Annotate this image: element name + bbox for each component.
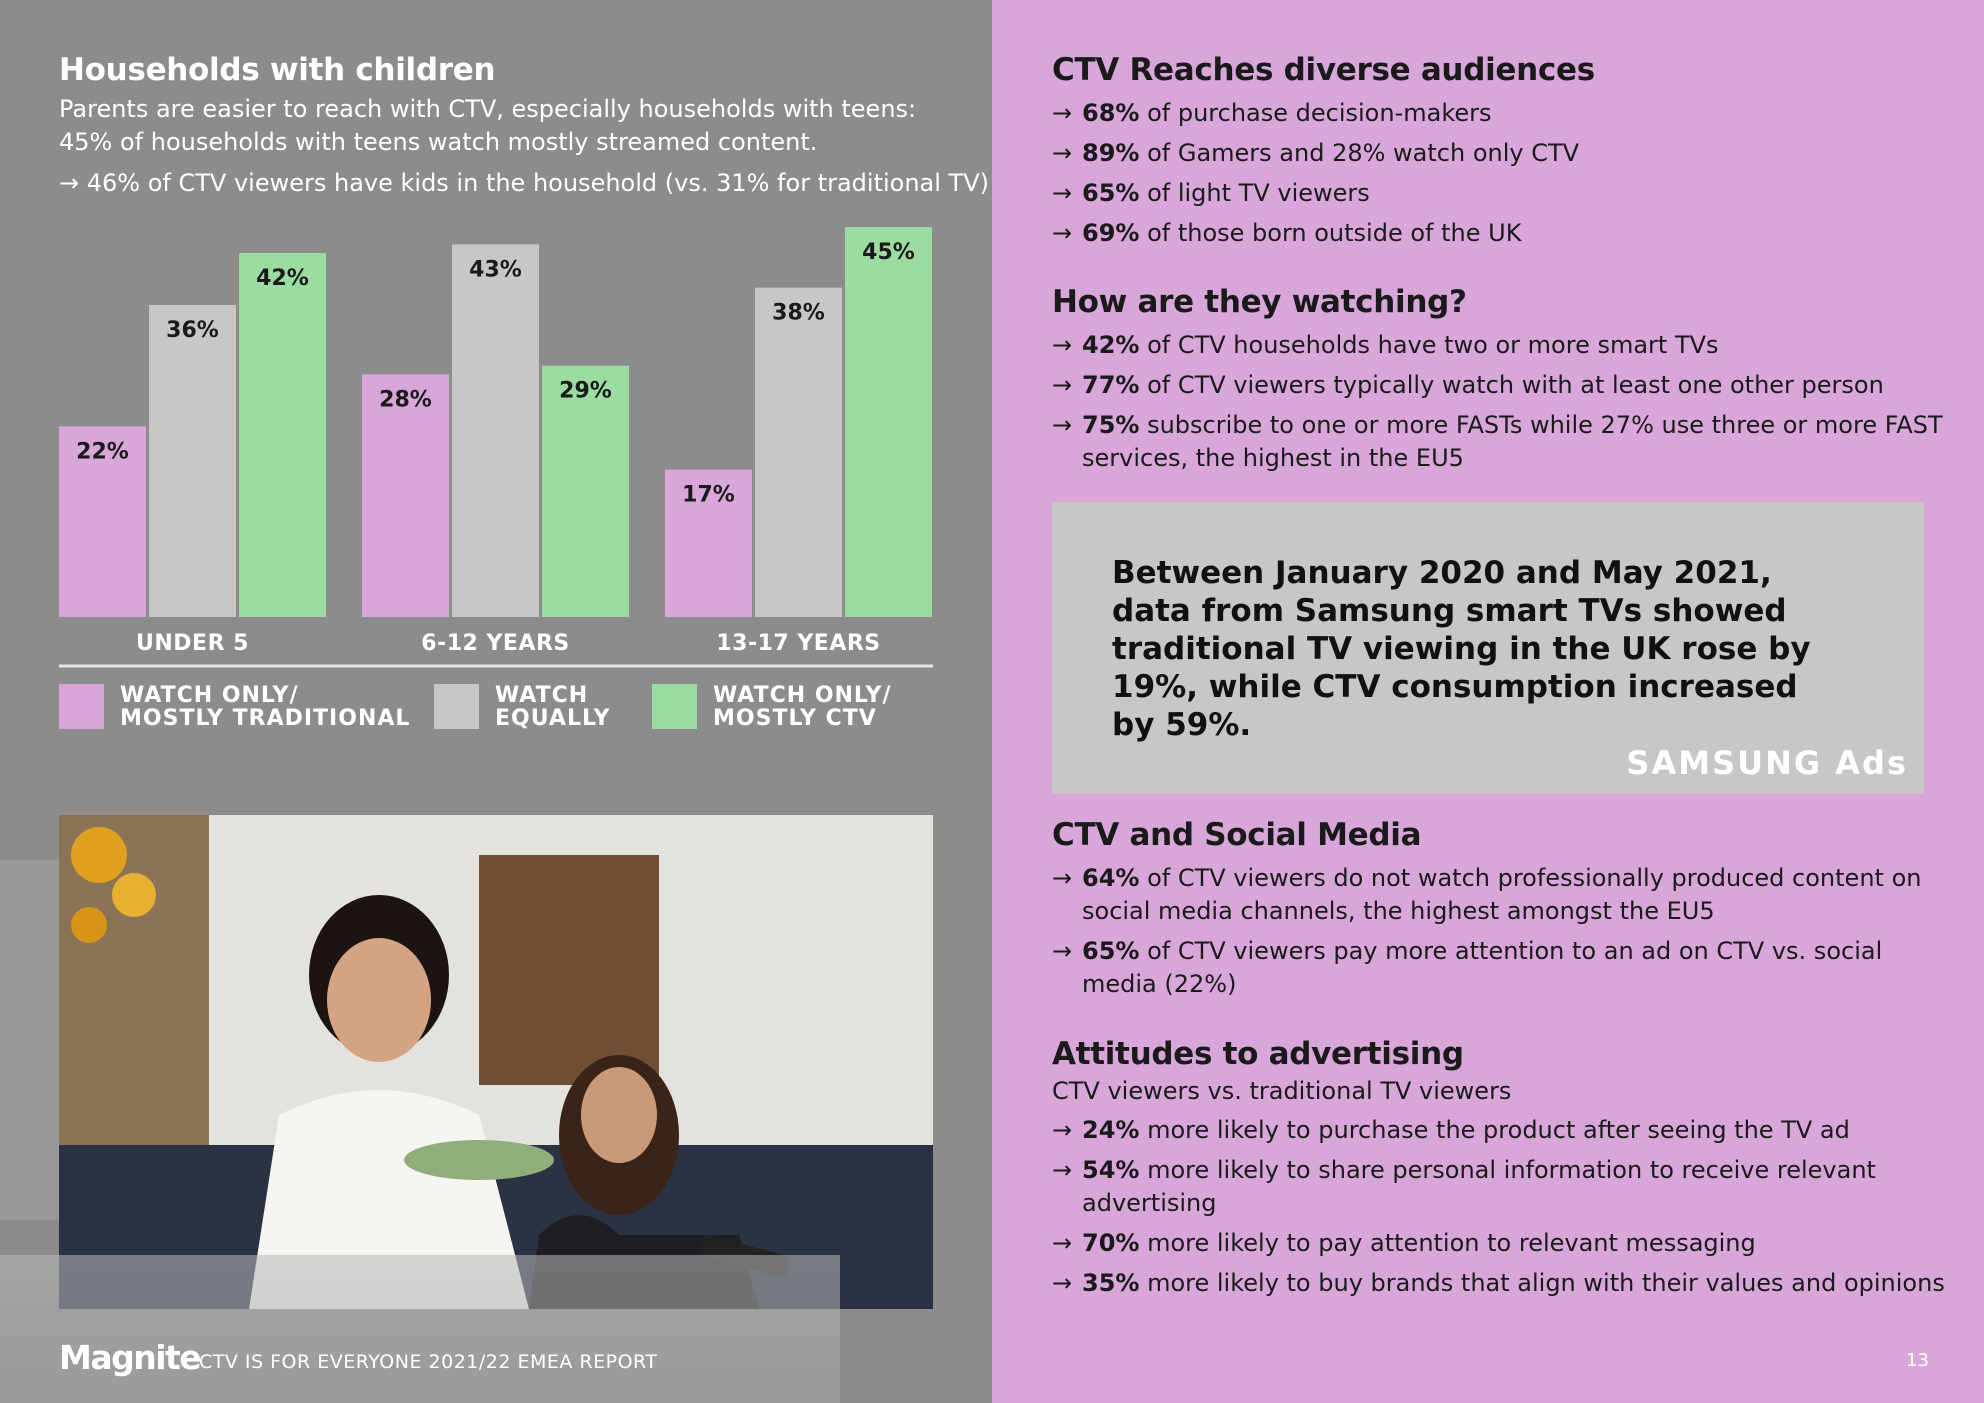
stat-text: of CTV viewers do not watch professionally produced content on social media channels, the highest amongst the EU5	[1082, 864, 1922, 925]
samsung-ads-logo: SAMSUNG Ads	[1626, 744, 1908, 782]
stat-text: of those born outside of the UK	[1139, 219, 1522, 247]
stat-value: 70%	[1082, 1229, 1140, 1257]
attitudes-list	[1052, 1114, 1962, 1307]
stat-value: 35%	[1082, 1269, 1140, 1297]
arrow-right-icon: →	[1052, 139, 1073, 167]
arrow-right-icon: →	[1052, 179, 1073, 207]
stat-value: 65%	[1082, 179, 1140, 207]
section-title-diverse-audiences: CTV Reaches diverse audiences	[1052, 52, 1595, 88]
bar-value-label: 36%	[166, 318, 219, 343]
category-label: 6-12 YEARS	[421, 631, 570, 656]
list-item	[1052, 1114, 1962, 1147]
stat-value: 75%	[1082, 411, 1140, 439]
stat-text: more likely to pay attention to relevant messaging	[1139, 1229, 1756, 1257]
legend-swatch-ctv	[652, 684, 697, 729]
bar-value-label: 38%	[772, 300, 825, 326]
arrow-right-icon: →	[1052, 1269, 1073, 1297]
list-item	[1052, 97, 1962, 130]
arrow-right-icon: →	[1052, 331, 1073, 359]
legend-item-traditional	[59, 684, 410, 730]
quote-text: Between January 2020 and May 2021, data from Samsung smart TVs showed traditional TV viewing in the UK rose by 19%, while CTV consumption increased by 59%.	[1112, 555, 1811, 743]
stat-value: 89%	[1082, 139, 1140, 167]
legend-swatch-equally	[434, 684, 479, 729]
social-media-list	[1052, 862, 1962, 1008]
legend-label-equally: WATCH EQUALLY	[495, 683, 611, 731]
bullet-text: 46% of CTV viewers have kids in the household (vs. 31% for traditional TV)	[86, 169, 989, 197]
bar-value-label: 28%	[379, 387, 432, 413]
stat-text: of purchase decision-makers	[1139, 99, 1492, 127]
stat-value: 64%	[1082, 864, 1140, 892]
section-title-social-media: CTV and Social Media	[1052, 817, 1422, 853]
page-number: 13	[1906, 1350, 1929, 1371]
bar	[452, 244, 539, 617]
stat-value: 68%	[1082, 99, 1140, 127]
stat-value: 54%	[1082, 1156, 1140, 1184]
arrow-right-icon: →	[59, 169, 80, 197]
stat-value: 77%	[1082, 371, 1140, 399]
legend-label-traditional: WATCH ONLY/ MOSTLY TRADITIONAL	[120, 683, 411, 731]
photo-illustration	[59, 815, 933, 1309]
list-item	[1052, 369, 1962, 402]
bar-value-label: 45%	[862, 240, 915, 265]
legend-item-ctv	[652, 684, 892, 730]
category-label: UNDER 5	[136, 631, 249, 656]
how-watching-list	[1052, 329, 1962, 482]
arrow-right-icon: →	[1052, 1156, 1073, 1184]
stat-text: of Gamers and 28% watch only CTV	[1139, 139, 1580, 167]
stat-text: more likely to purchase the product after seeing the TV ad	[1139, 1116, 1850, 1144]
households-bar-chart	[0, 0, 992, 700]
right-panel	[992, 0, 1984, 1403]
section-title-how-watching: How are they watching?	[1052, 284, 1467, 320]
brush-stroke-decoration-bottom	[0, 1255, 840, 1403]
stat-value: 24%	[1082, 1116, 1140, 1144]
legend-label-ctv: WATCH ONLY/ MOSTLY CTV	[713, 683, 892, 731]
bar-value-label: 17%	[682, 482, 735, 508]
list-item	[1052, 862, 1962, 928]
legend-item-equally	[434, 684, 611, 730]
arrow-right-icon: →	[1052, 99, 1073, 127]
stat-text: subscribe to one or more FASTs while 27% use three or more FAST services, the highest in the EU5	[1082, 411, 1943, 472]
chart-section-title: Households with children	[59, 52, 496, 88]
list-item	[1052, 177, 1962, 210]
category-label: 13-17 YEARS	[716, 631, 881, 656]
legend-swatch-traditional	[59, 684, 104, 729]
list-item	[1052, 935, 1962, 1001]
report-title: CTV IS FOR EVERYONE 2021/22 EMEA REPORT	[199, 1351, 658, 1373]
bar-value-label: 42%	[256, 266, 309, 291]
stat-text: of CTV households have two or more smart TVs	[1139, 331, 1719, 359]
list-item	[1052, 409, 1962, 475]
stat-value: 69%	[1082, 219, 1140, 247]
samsung-quote-box	[1052, 502, 1924, 794]
diverse-audiences-list	[1052, 97, 1962, 257]
arrow-right-icon: →	[1052, 411, 1073, 439]
brush-stroke-decoration	[0, 860, 60, 1220]
list-item	[1052, 137, 1962, 170]
bar	[845, 227, 932, 617]
stat-text: of light TV viewers	[1139, 179, 1370, 207]
bar	[149, 305, 236, 617]
bar	[239, 253, 326, 617]
bar-value-label: 29%	[559, 378, 612, 404]
stat-text: of CTV viewers pay more attention to an ad on CTV vs. social media (22%)	[1082, 937, 1883, 998]
list-item	[1052, 1267, 1962, 1300]
couple-watching-tv-photo	[59, 815, 933, 1309]
stat-value: 42%	[1082, 331, 1140, 359]
arrow-right-icon: →	[1052, 371, 1073, 399]
list-item	[1052, 1154, 1962, 1220]
arrow-right-icon: →	[1052, 937, 1073, 965]
stat-value: 65%	[1082, 937, 1140, 965]
stat-text: of CTV viewers typically watch with at least one other person	[1139, 371, 1884, 399]
magnite-logo: Magnite	[59, 1338, 201, 1377]
list-item	[1052, 329, 1962, 362]
stat-text: more likely to share personal information to receive relevant advertising	[1082, 1156, 1876, 1217]
chart-section-subtitle: Parents are easier to reach with CTV, especially households with teens: 45% of households with teens watch mostly streamed content.	[59, 95, 917, 156]
stat-text: more likely to buy brands that align with their values and opinions	[1139, 1269, 1945, 1297]
bar-value-label: 43%	[469, 257, 522, 283]
arrow-right-icon: →	[1052, 1116, 1073, 1144]
section-title-attitudes: Attitudes to advertising	[1052, 1036, 1464, 1072]
list-item	[1052, 1227, 1962, 1260]
bar	[755, 288, 842, 617]
arrow-right-icon: →	[1052, 219, 1073, 247]
list-item	[1052, 217, 1962, 250]
attitudes-subtitle: CTV viewers vs. traditional TV viewers	[1052, 1077, 1512, 1105]
bar-value-label: 22%	[76, 439, 129, 465]
arrow-right-icon: →	[1052, 864, 1073, 892]
arrow-right-icon: →	[1052, 1229, 1073, 1257]
